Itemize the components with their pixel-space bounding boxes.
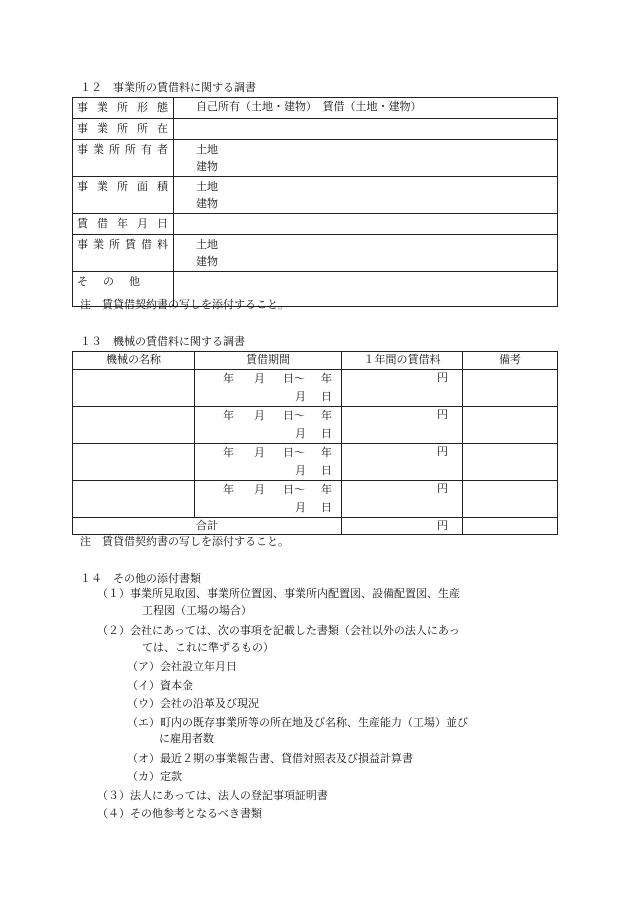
- table-header-row: [73, 352, 558, 370]
- row-label: 事業所賃借料: [77, 238, 169, 251]
- row-label: 事業所所在: [77, 122, 169, 135]
- sub-item-i: （イ）資本金: [127, 679, 193, 692]
- period-start-day: 日～: [283, 372, 305, 385]
- remarks-cell: [463, 407, 558, 444]
- annual-rent-cell: 円: [342, 444, 463, 481]
- header-annual-rent: １年間の賃借料: [342, 352, 463, 370]
- row-label: そ の 他: [77, 275, 142, 288]
- period-end-day: 日: [321, 464, 332, 477]
- remarks-cell: [463, 481, 558, 518]
- sub-item-a: （ア）会社設立年月日: [127, 660, 237, 673]
- table-row: [73, 177, 558, 214]
- period-start-year: 年: [223, 483, 234, 496]
- item-1-line-1: （１）事業所見取図、事業所位置図、事業所内配置図、設備配置図、生産: [97, 587, 460, 600]
- row-value-cell: [174, 119, 558, 140]
- section-13-title: １３ 機械の賃借料に関する調書: [80, 335, 245, 348]
- section-12-note: 注 賃貸借契約書の写しを添付すること。: [80, 298, 289, 311]
- annual-rent-cell: 円: [342, 407, 463, 444]
- header-period: 賃借期間: [195, 352, 342, 370]
- period-cell: [195, 444, 341, 480]
- row-label: 賃借年月日: [77, 217, 169, 230]
- sub-item-o: （オ）最近２期の事業報告書、貸借対照表及び損益計算書: [127, 752, 413, 765]
- period-cell: [195, 481, 341, 517]
- row-label: 事業所面積: [77, 180, 169, 193]
- period-end-month: 月: [295, 501, 306, 514]
- period-start-day: 日～: [283, 446, 305, 459]
- total-label: 合計: [73, 518, 342, 535]
- period-start-month: 月: [254, 483, 265, 496]
- section-14-title: １４ その他の添付書類: [80, 572, 201, 585]
- period-start-year: 年: [223, 409, 234, 422]
- row-value-land: 土地: [196, 143, 218, 156]
- table-row: [73, 140, 558, 177]
- period-start-month: 月: [254, 409, 265, 422]
- section-13-note: 注 賃貸借契約書の写しを添付すること。: [80, 535, 289, 548]
- period-start-day: 日～: [283, 483, 305, 496]
- office-rent-table: [72, 97, 558, 307]
- table-total-row: [73, 518, 558, 535]
- machine-name-cell: [73, 444, 195, 481]
- row-value-cell: [174, 214, 558, 235]
- item-2-line-1: （２）会社にあっては、次の事項を記載した書類（会社以外の法人にあっ: [97, 624, 460, 637]
- period-start-day: 日～: [283, 409, 305, 422]
- period-end-year: 年: [321, 483, 332, 496]
- period-end-month: 月: [295, 390, 306, 403]
- table-row: [73, 235, 558, 272]
- period-end-month: 月: [295, 427, 306, 440]
- row-value: 自己所有（土地・建物） 賃借（土地・建物）: [196, 100, 422, 113]
- table-row: [73, 407, 558, 444]
- item-3: （３）法人にあっては、法人の登記事項証明書: [97, 789, 328, 802]
- table-row: [73, 214, 558, 235]
- period-cell: [195, 370, 341, 406]
- period-end-day: 日: [321, 427, 332, 440]
- row-value-land: 土地: [196, 180, 218, 193]
- period-end-year: 年: [321, 372, 332, 385]
- row-label: 事業所形態: [77, 101, 169, 114]
- row-label: 事業所所有者: [77, 143, 169, 156]
- sub-item-ka: （カ）定款: [127, 770, 182, 783]
- remarks-cell: [463, 370, 558, 407]
- row-value-building: 建物: [196, 197, 218, 210]
- table-row: [73, 481, 558, 518]
- table-row: [73, 119, 558, 140]
- sub-item-u: （ウ）会社の沿革及び現況: [127, 697, 259, 710]
- period-end-year: 年: [321, 409, 332, 422]
- row-value-building: 建物: [196, 255, 218, 268]
- machine-name-cell: [73, 481, 195, 518]
- period-start-year: 年: [223, 372, 234, 385]
- row-value-land: 土地: [196, 238, 218, 251]
- table-row: [73, 370, 558, 407]
- header-remarks: 備考: [463, 352, 558, 370]
- item-1-line-2: 工程図（工場の場合）: [142, 604, 252, 617]
- table-row: [73, 444, 558, 481]
- period-end-year: 年: [321, 446, 332, 459]
- item-2-line-2: ては、これに準ずるもの）: [142, 641, 274, 654]
- row-value-building: 建物: [196, 160, 218, 173]
- machine-name-cell: [73, 407, 195, 444]
- period-start-year: 年: [223, 446, 234, 459]
- item-4: （４）その他参考となるべき書類: [97, 807, 262, 820]
- period-start-month: 月: [254, 446, 265, 459]
- remarks-cell: [463, 444, 558, 481]
- annual-rent-cell: 円: [342, 481, 463, 518]
- sub-item-e-line-1: （エ）町内の既存事業所等の所在地及び名称、生産能力（工場）並び: [127, 716, 468, 729]
- annual-rent-cell: 円: [342, 370, 463, 407]
- total-remarks-cell: [463, 518, 558, 535]
- machine-rent-table: [72, 351, 558, 535]
- period-start-month: 月: [254, 372, 265, 385]
- machine-name-cell: [73, 370, 195, 407]
- period-end-day: 日: [321, 501, 332, 514]
- section-12-title: １２ 事業所の賃借料に関する調書: [80, 81, 256, 94]
- period-cell: [195, 407, 341, 443]
- sub-item-e-line-2: に雇用者数: [159, 732, 214, 745]
- period-end-day: 日: [321, 390, 332, 403]
- period-end-month: 月: [295, 464, 306, 477]
- header-machine-name: 機械の名称: [73, 352, 195, 370]
- total-yen: 円: [342, 518, 463, 535]
- table-row: [73, 98, 558, 119]
